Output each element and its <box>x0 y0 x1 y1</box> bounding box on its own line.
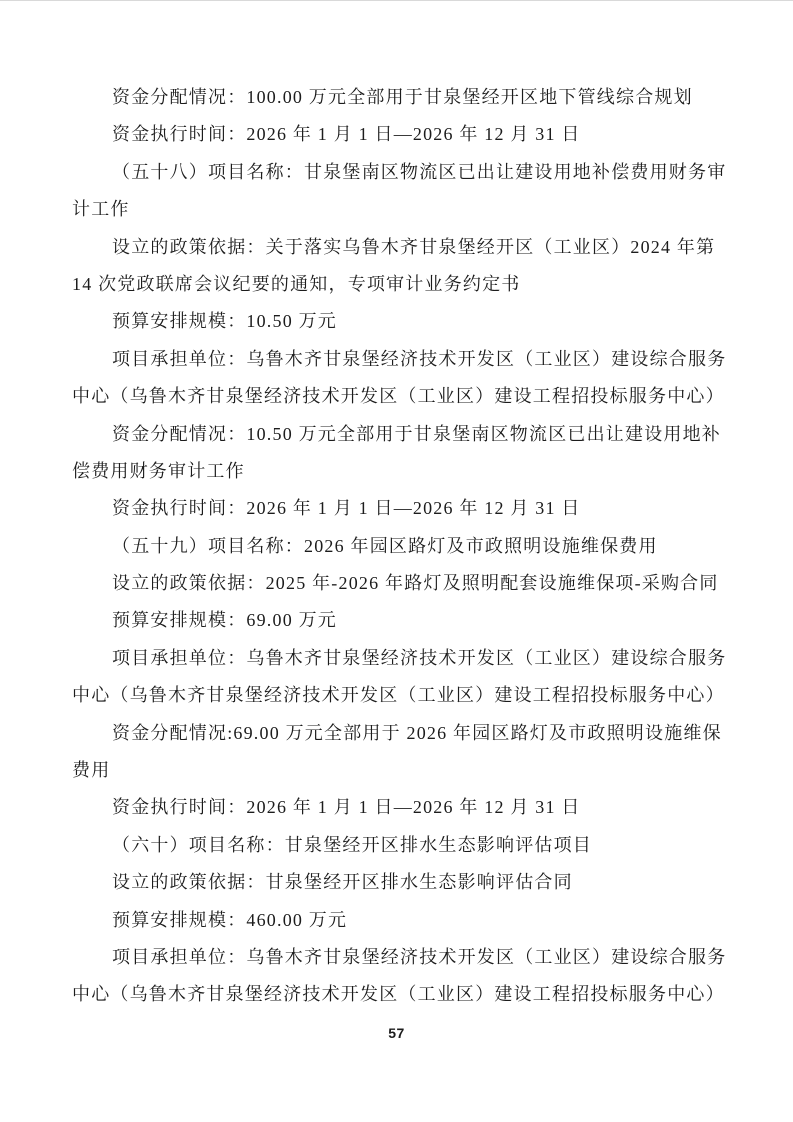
doc-line: 预算安排规模：69.00 万元 <box>112 610 337 631</box>
doc-line: 14 次党政联席会议纪要的通知，专项审计业务约定书 <box>72 273 521 294</box>
doc-line: 费用 <box>72 760 111 781</box>
doc-line: 项目承担单位：乌鲁木齐甘泉堡经济技术开发区（工业区）建设综合服务 <box>112 647 727 668</box>
doc-line: 项目承担单位：乌鲁木齐甘泉堡经济技术开发区（工业区）建设综合服务 <box>112 946 727 967</box>
page-number: 57 <box>388 1025 405 1041</box>
doc-line: 预算安排规模：10.50 万元 <box>112 311 337 332</box>
doc-line: 资金执行时间：2026 年 1 月 1 日—2026 年 12 月 31 日 <box>112 498 581 519</box>
doc-line: 项目承担单位：乌鲁木齐甘泉堡经济技术开发区（工业区）建设综合服务 <box>112 348 727 369</box>
doc-line: 资金分配情况：10.50 万元全部用于甘泉堡南区物流区已出让建设用地补 <box>112 423 721 444</box>
doc-line: 设立的政策依据：甘泉堡经开区排水生态影响评估合同 <box>112 872 573 893</box>
doc-line: 设立的政策依据：2025 年-2026 年路灯及照明配套设施维保项-采购合同 <box>112 573 719 594</box>
doc-line: （五十九）项目名称：2026 年园区路灯及市政照明设施维保费用 <box>112 535 658 556</box>
doc-line: 计工作 <box>72 199 130 220</box>
doc-line: 中心（乌鲁木齐甘泉堡经济技术开发区（工业区）建设工程招投标服务中心） <box>72 984 725 1005</box>
doc-line: （六十）项目名称：甘泉堡经开区排水生态影响评估项目 <box>112 834 592 855</box>
doc-line: 资金分配情况:69.00 万元全部用于 2026 年园区路灯及市政照明设施维保 <box>112 722 722 743</box>
doc-line: 中心（乌鲁木齐甘泉堡经济技术开发区（工业区）建设工程招投标服务中心） <box>72 386 725 407</box>
doc-line: 预算安排规模：460.00 万元 <box>112 909 348 930</box>
doc-line: 中心（乌鲁木齐甘泉堡经济技术开发区（工业区）建设工程招投标服务中心） <box>72 685 725 706</box>
doc-line: （五十八）项目名称：甘泉堡南区物流区已出让建设用地补偿费用财务审 <box>112 161 727 182</box>
doc-line: 设立的政策依据：关于落实乌鲁木齐甘泉堡经开区（工业区）2024 年第 <box>112 236 716 257</box>
doc-line: 资金分配情况：100.00 万元全部用于甘泉堡经开区地下管线综合规划 <box>112 87 693 107</box>
doc-line: 资金执行时间：2026 年 1 月 1 日—2026 年 12 月 31 日 <box>112 797 581 818</box>
doc-line: 资金执行时间：2026 年 1 月 1 日—2026 年 12 月 31 日 <box>112 124 581 145</box>
document-body <box>72 79 727 1014</box>
doc-line: 偿费用财务审计工作 <box>72 460 245 481</box>
